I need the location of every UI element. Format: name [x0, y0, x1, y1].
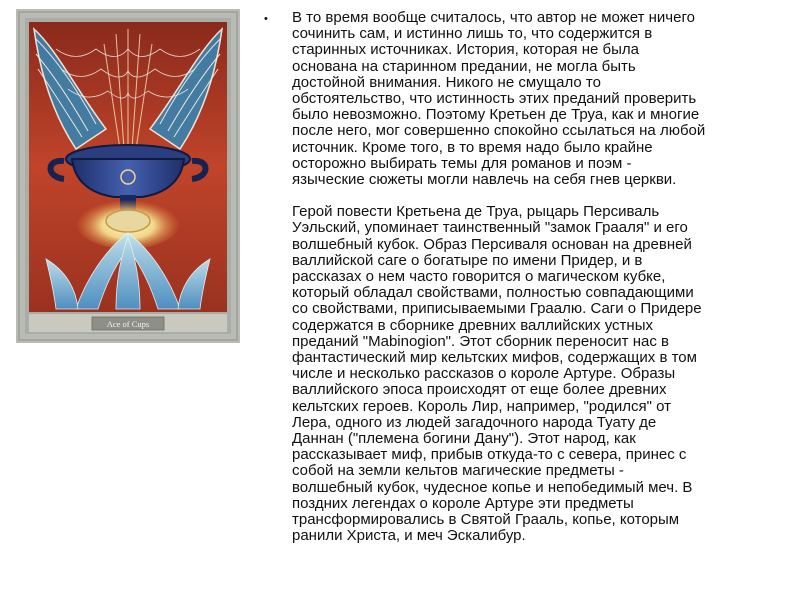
body-text	[264, 10, 784, 545]
tarot-card-image	[16, 9, 240, 343]
card-caption: Ace of Cups	[106, 319, 150, 329]
paragraph-2: Герой повести Кретьена де Труа, рыцарь Персиваль Уэльский, упоминает таинственный "замок Грааля" и его волшебный кубок. Образ Персиваля основан на древней валлийской саге о богатыре по имени Придер, и в рассказах о нем часто говорится о магическом кубке, который обладал свойствами, полностью совпадающими со свойствами, приписываемыми Граалю. Саги о Придере содержатся в сборнике древних валлийских устных преданий "Mabinogion". Этот сборник переносит нас в фантастический мир кельтских мифов, содержащих в том числе и несколько рассказов о короле Артуре. Образы валлийского эпоса происходят от еще более древних кельтских героев. Король Лир, например, "родился" от Лера, одного из людей загадочного народа Туату де Даннан ("племена богини Дану"). Этот народ, как рассказывает миф, прибыв откуда-то с севера, принес с собой на земли кельтов магические предметы - волшебный кубок, чудесное копье и непобедимый меч. В поздних легендах о короле Артуре эти предметы трансформировались в Святой Грааль, копье, которым ранили Христа, и меч Эскалибур.	[292, 203, 702, 545]
paragraph-1: В то время вообще считалось, что автор не может ничего сочинить сам, и истинно лишь то, что содержится в старинных источниках. История, которая не была основана на старинном предании, не могла быть достойной внимания. Никого не смущало то обстоятельство, что истинность этих преданий проверить было невозможно. Поэтому Кретьен де Труа, как и многие после него, мог совершенно спокойно ссылаться на любой источник. Кроме того, в то время надо было крайне осторожно выбирать темы для романов и поэм - языческие сюжеты могли навлечь на себя гнев церкви.	[292, 9, 706, 189]
bullet-point: •	[264, 13, 268, 25]
